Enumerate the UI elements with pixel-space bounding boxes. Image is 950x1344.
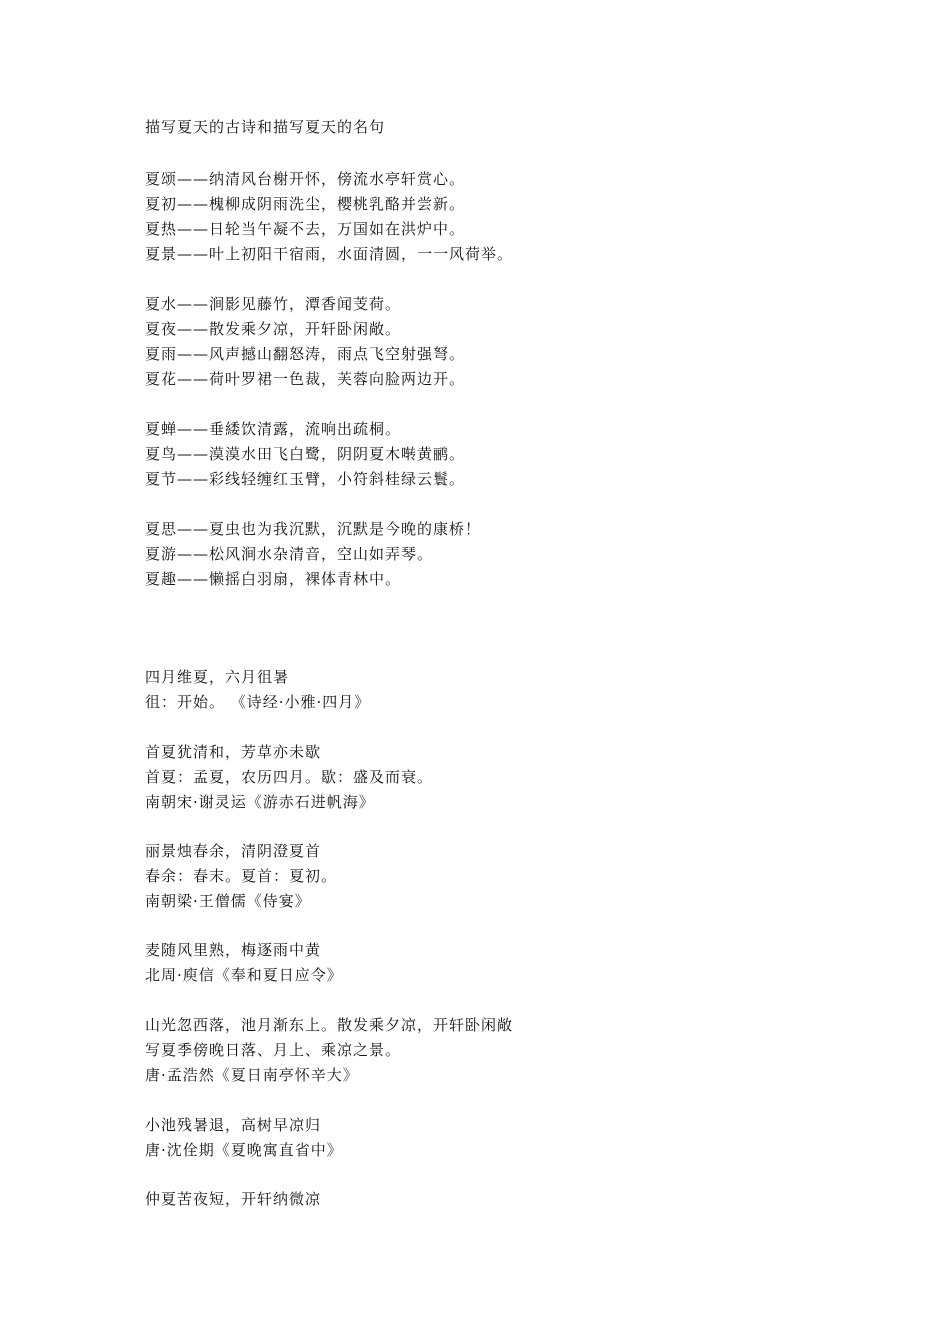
quote-line: 首夏犹清和，芳草亦未歇: [145, 743, 322, 761]
quote-line: 仲夏苦夜短，开轩纳微凉: [145, 1190, 322, 1208]
poem-line: 夏节——彩线轻缠红玉臂，小符斜桂绿云鬟。: [145, 470, 466, 488]
poem-line: 夏雨——风声撼山翻怒涛，雨点飞空射强弩。: [145, 345, 466, 363]
quote-line: 小池残暑退，高树早凉归: [145, 1116, 322, 1134]
quote-source: 南朝宋·谢灵运《游赤石进帆海》: [145, 793, 375, 811]
quote-source: 南朝梁·王僧儒《侍宴》: [145, 892, 311, 910]
poem-line: 夏鸟——漠漠水田飞白鹭，阴阴夏木啭黄鹂。: [145, 445, 466, 463]
quote-note: 春余：春末。夏首：夏初。: [145, 867, 338, 885]
page-title: 描写夏天的古诗和描写夏天的名句: [145, 118, 386, 136]
poem-line: 夏景——叶上初阳干宿雨，水面清圆，一一风荷举。: [145, 245, 514, 263]
poem-line: 夏热——日轮当午凝不去，万国如在洪炉中。: [145, 220, 466, 238]
poem-line: 夏颂——纳清风台榭开怀，傍流水亭轩赏心。: [145, 170, 466, 188]
quote-line: 山光忽西落，池月渐东上。散发乘夕凉，开轩卧闲敞: [145, 1016, 514, 1034]
quote-source: 北周·庾信《奉和夏日应令》: [145, 966, 343, 984]
poem-line: 夏蝉——垂緌饮清露，流响出疏桐。: [145, 420, 402, 438]
quote-source: 唐·沈佺期《夏晚寓直省中》: [145, 1141, 343, 1159]
poem-line: 夏思——夏虫也为我沉默，沉默是今晚的康桥！: [145, 520, 482, 538]
quote-note: 写夏季傍晚日落、月上、乘凉之景。: [145, 1041, 402, 1059]
quote-note: 首夏：孟夏，农历四月。歇：盛及而衰。: [145, 768, 434, 786]
quote-source: 唐·孟浩然《夏日南亭怀辛大》: [145, 1066, 359, 1084]
quote-line: 麦随风里熟，梅逐雨中黄: [145, 941, 322, 959]
poem-line: 夏花——荷叶罗裙一色裁，芙蓉向脸两边开。: [145, 370, 466, 388]
poem-line: 夏夜——散发乘夕凉，开轩卧闲敞。: [145, 320, 402, 338]
quote-line: 丽景烛春余，清阴澄夏首: [145, 842, 322, 860]
poem-line: 夏游——松风涧水杂清音，空山如弄琴。: [145, 545, 434, 563]
poem-line: 夏趣——懒摇白羽扇，裸体青林中。: [145, 570, 402, 588]
poem-line: 夏水——涧影见藤竹，潭香闻芰荷。: [145, 295, 402, 313]
quote-note: 徂：开始。 《诗经·小雅·四月》: [145, 693, 371, 711]
quote-line: 四月维夏，六月徂暑: [145, 668, 290, 686]
poem-line: 夏初——槐柳成阴雨洗尘，樱桃乳酪并尝新。: [145, 195, 466, 213]
